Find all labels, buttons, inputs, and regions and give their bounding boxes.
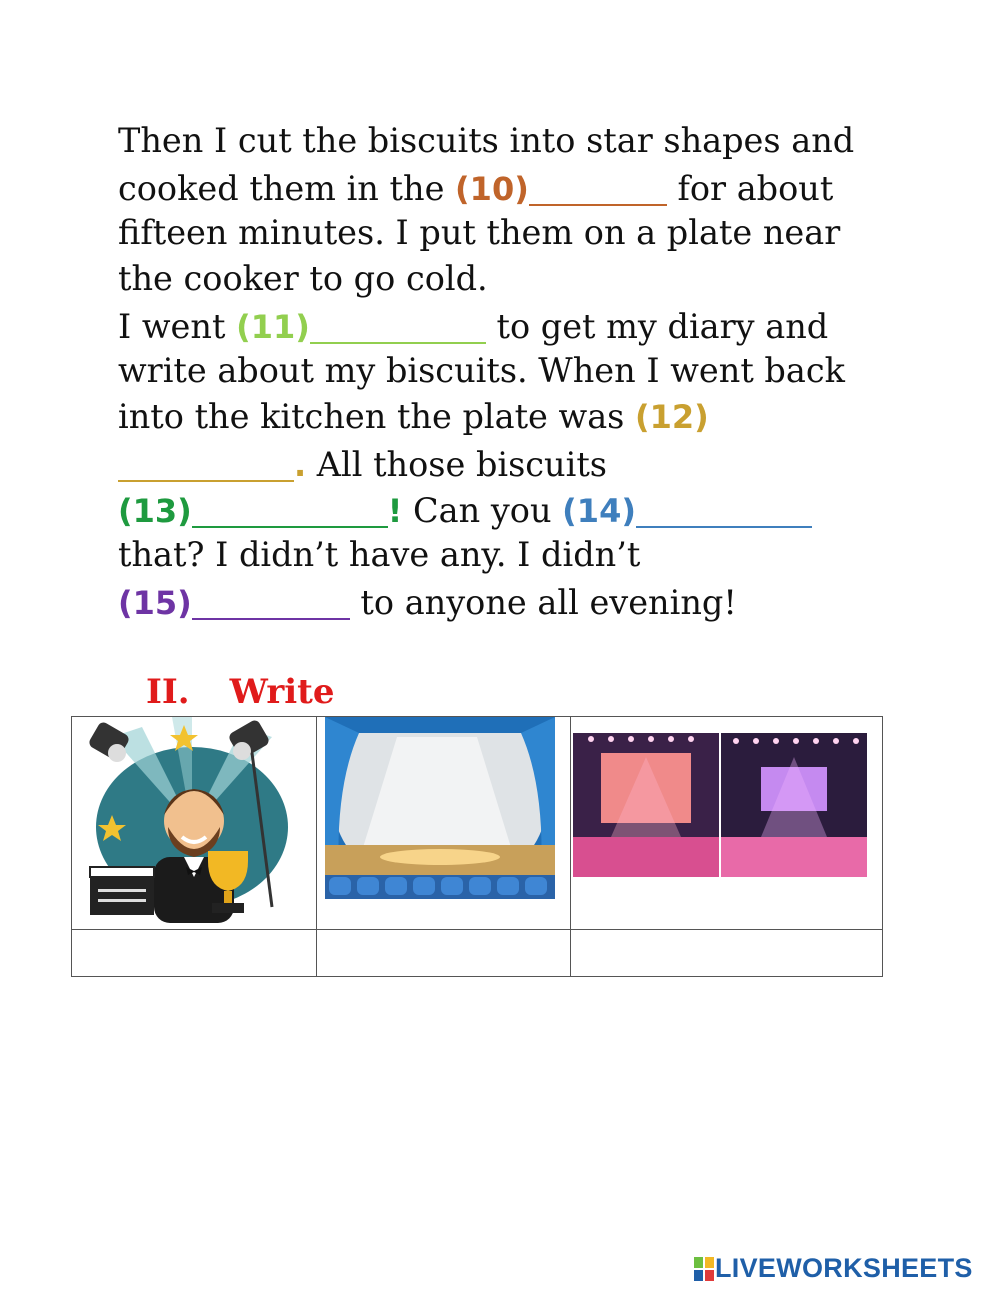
blank-number-11: (11) [236,308,310,346]
liveworksheets-logo [693,1253,973,1284]
section-number: II. [146,672,190,712]
passage-line-2 [118,164,918,210]
passage-line-6 [118,348,918,394]
picture-cell-3 [571,717,883,930]
brand-name: LIVEWORKSHEETS [715,1253,973,1283]
theatre-stage-illustration [317,717,570,925]
blank-number-15: (15) [118,584,192,622]
passage-line-8 [118,440,918,486]
text: that? I didn’t have any. I didn’t [118,535,641,574]
answer-blank-10[interactable] [529,170,667,206]
picture-cell-1 [72,717,317,930]
passage-line-1 [118,118,918,164]
text: fifteen minutes. I put them on a plate near [118,213,841,252]
answer-cell-3[interactable] [571,930,883,977]
clapperboard-icon [90,867,154,915]
text: to anyone all evening! [349,583,737,622]
blank-number-14: (14) [562,492,636,530]
answer-blank-12[interactable] [118,446,294,482]
text: into the kitchen the plate was [118,397,636,436]
answer-cell-2[interactable] [317,930,571,977]
text: All those biscuits [306,445,608,484]
answer-blank-15[interactable] [192,584,350,620]
answer-blank-11[interactable] [310,308,486,344]
liveworksheets-logo-icon [693,1256,715,1282]
exclamation: ! [387,492,403,530]
answer-cell-1[interactable] [72,930,317,977]
text: the cooker to go cold. [118,259,488,298]
answer-blank-13[interactable] [192,492,388,528]
passage-line-7 [118,394,918,440]
passage-line-11 [118,578,918,624]
passage-line-4 [118,256,918,302]
actor-trophy-illustration [72,717,316,925]
text: write about my biscuits. When I went back [118,351,845,390]
spotlight-left-icon [87,720,130,762]
passage-line-9 [118,486,918,532]
text: Can you [402,491,563,530]
blank-number-12: (12) [635,398,709,436]
concert-stage-illustration [571,717,882,925]
text: to get my diary and [485,307,829,346]
passage-line-3 [118,210,918,256]
text: cooked them in the [118,169,456,208]
passage-line-10 [118,532,918,578]
answer-blank-14[interactable] [636,492,812,528]
section-heading [146,672,334,712]
passage-line-5 [118,302,918,348]
period: . [294,446,307,484]
blank-number-10: (10) [455,170,529,208]
blank-number-13: (13) [118,492,192,530]
picture-table [71,716,883,977]
text: Then I cut the biscuits into star shapes and [118,121,855,160]
trophy-icon [208,851,248,913]
passage [118,118,918,624]
picture-cell-2 [317,717,571,930]
section-title: Write [229,672,335,712]
text: I went [118,307,237,346]
text: for about [666,169,834,208]
